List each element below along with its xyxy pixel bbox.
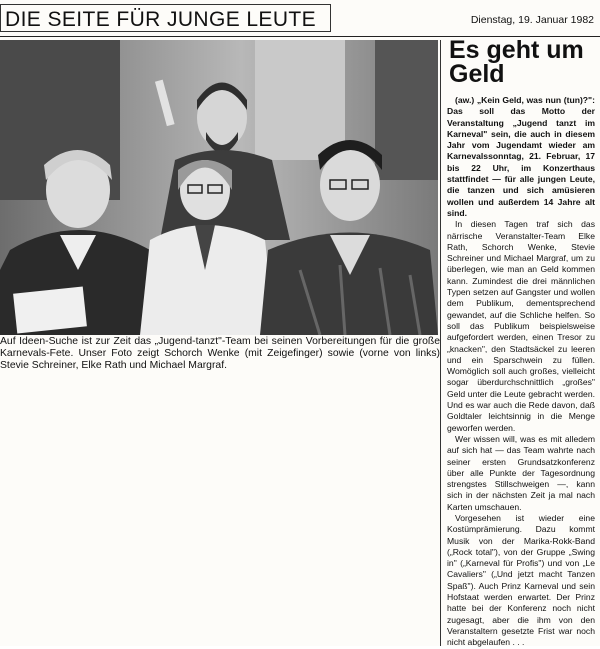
section-title: DIE SEITE FÜR JUNGE LEUTE: [5, 8, 317, 31]
article-paragraph: In diesen Tagen traf sich das närrische Veranstalter-Team Elke Rath, Schorch Wenke, Stevie Schreiner und Michael Margraf, um zu überlegen, wie man an Geld kommen kann. Zumindest die drei männlichen Typen setzen auf Gangster und wollen dem Publikum, dementsprechend gewandet, auf die Schliche helfen. So soll das Publikum beispielsweise aufgefordert werden, einen Tresor zu „knacken", den Stadtsäckel zu leeren und ein Sparschwein zu füllen. Womöglich soll auch großes, vielleicht sogar überdurchschnittlich „großes" Geld unter die Leute gebracht werden. Und es war auch die Rede davon, daß Goldtaler leichtsinnig in die Menge geworfen werden.: [447, 219, 595, 433]
article-paragraph: Vorgesehen ist wieder eine Kostümprämierung. Dazu kommt Musik von der Marika-Rokk-Band („Rock total"), von der Gruppe „Swing in" („Karneval für Profis") und von „Le Cavaliers" („Und jetzt macht Tanzen Spaß"). Auch Prinz Karneval und sein Hofstaat werden erwartet. Der Prinz hatte bei der Konferenz noch nicht zugesagt, aber die ihm von den Veranstaltern gesetzte Frist war noch nicht abgelaufen . . .: [447, 512, 595, 648]
article-paragraph-lead: (aw.) „Kein Geld, was nun (tun)?": Das soll das Motto der Veranstaltung „Jugend tanzt im Karneval" sein, die auch in diesem Jahr vom Jugendamt wieder am Karnevalssonntag, 21. Februar, 17 bis 22 Uhr, im Konzerthaus stattfindet — für alle jungen Leute, die tanzen und sich amüsieren wollen und außerdem 14 Jahre alt sind.: [447, 95, 595, 218]
article-paragraph: Wer wissen will, was es mit alledem auf sich hat — das Team wahrte nach seiner ersten Grundsatzkonferenz über alle Punkte der Tagesordnung strengstes Stillschweigen —, kann sich in der nächsten Zeit ja mal nach Karten umschauen.: [447, 433, 595, 512]
masthead-box: [0, 4, 331, 32]
article-headline: Es geht um Geld: [449, 36, 584, 88]
group-photo: [0, 40, 438, 335]
photo-caption: Auf Ideen-Suche ist zur Zeit das „Jugend-tanzt"-Team bei seinen Vorbereitungen für die große Karnevals-Fete. Unser Foto zeigt Schorch Wenke (mit Zeigefinger) sowie (vorne von links) Stevie Schreiner, Elke Rath und Michael Margraf.: [0, 336, 440, 372]
issue-date: Dienstag, 19. Januar 1982: [470, 14, 594, 26]
article-body: [447, 95, 595, 649]
masthead: [0, 0, 600, 37]
column-divider: [440, 40, 441, 646]
article: [447, 38, 595, 649]
